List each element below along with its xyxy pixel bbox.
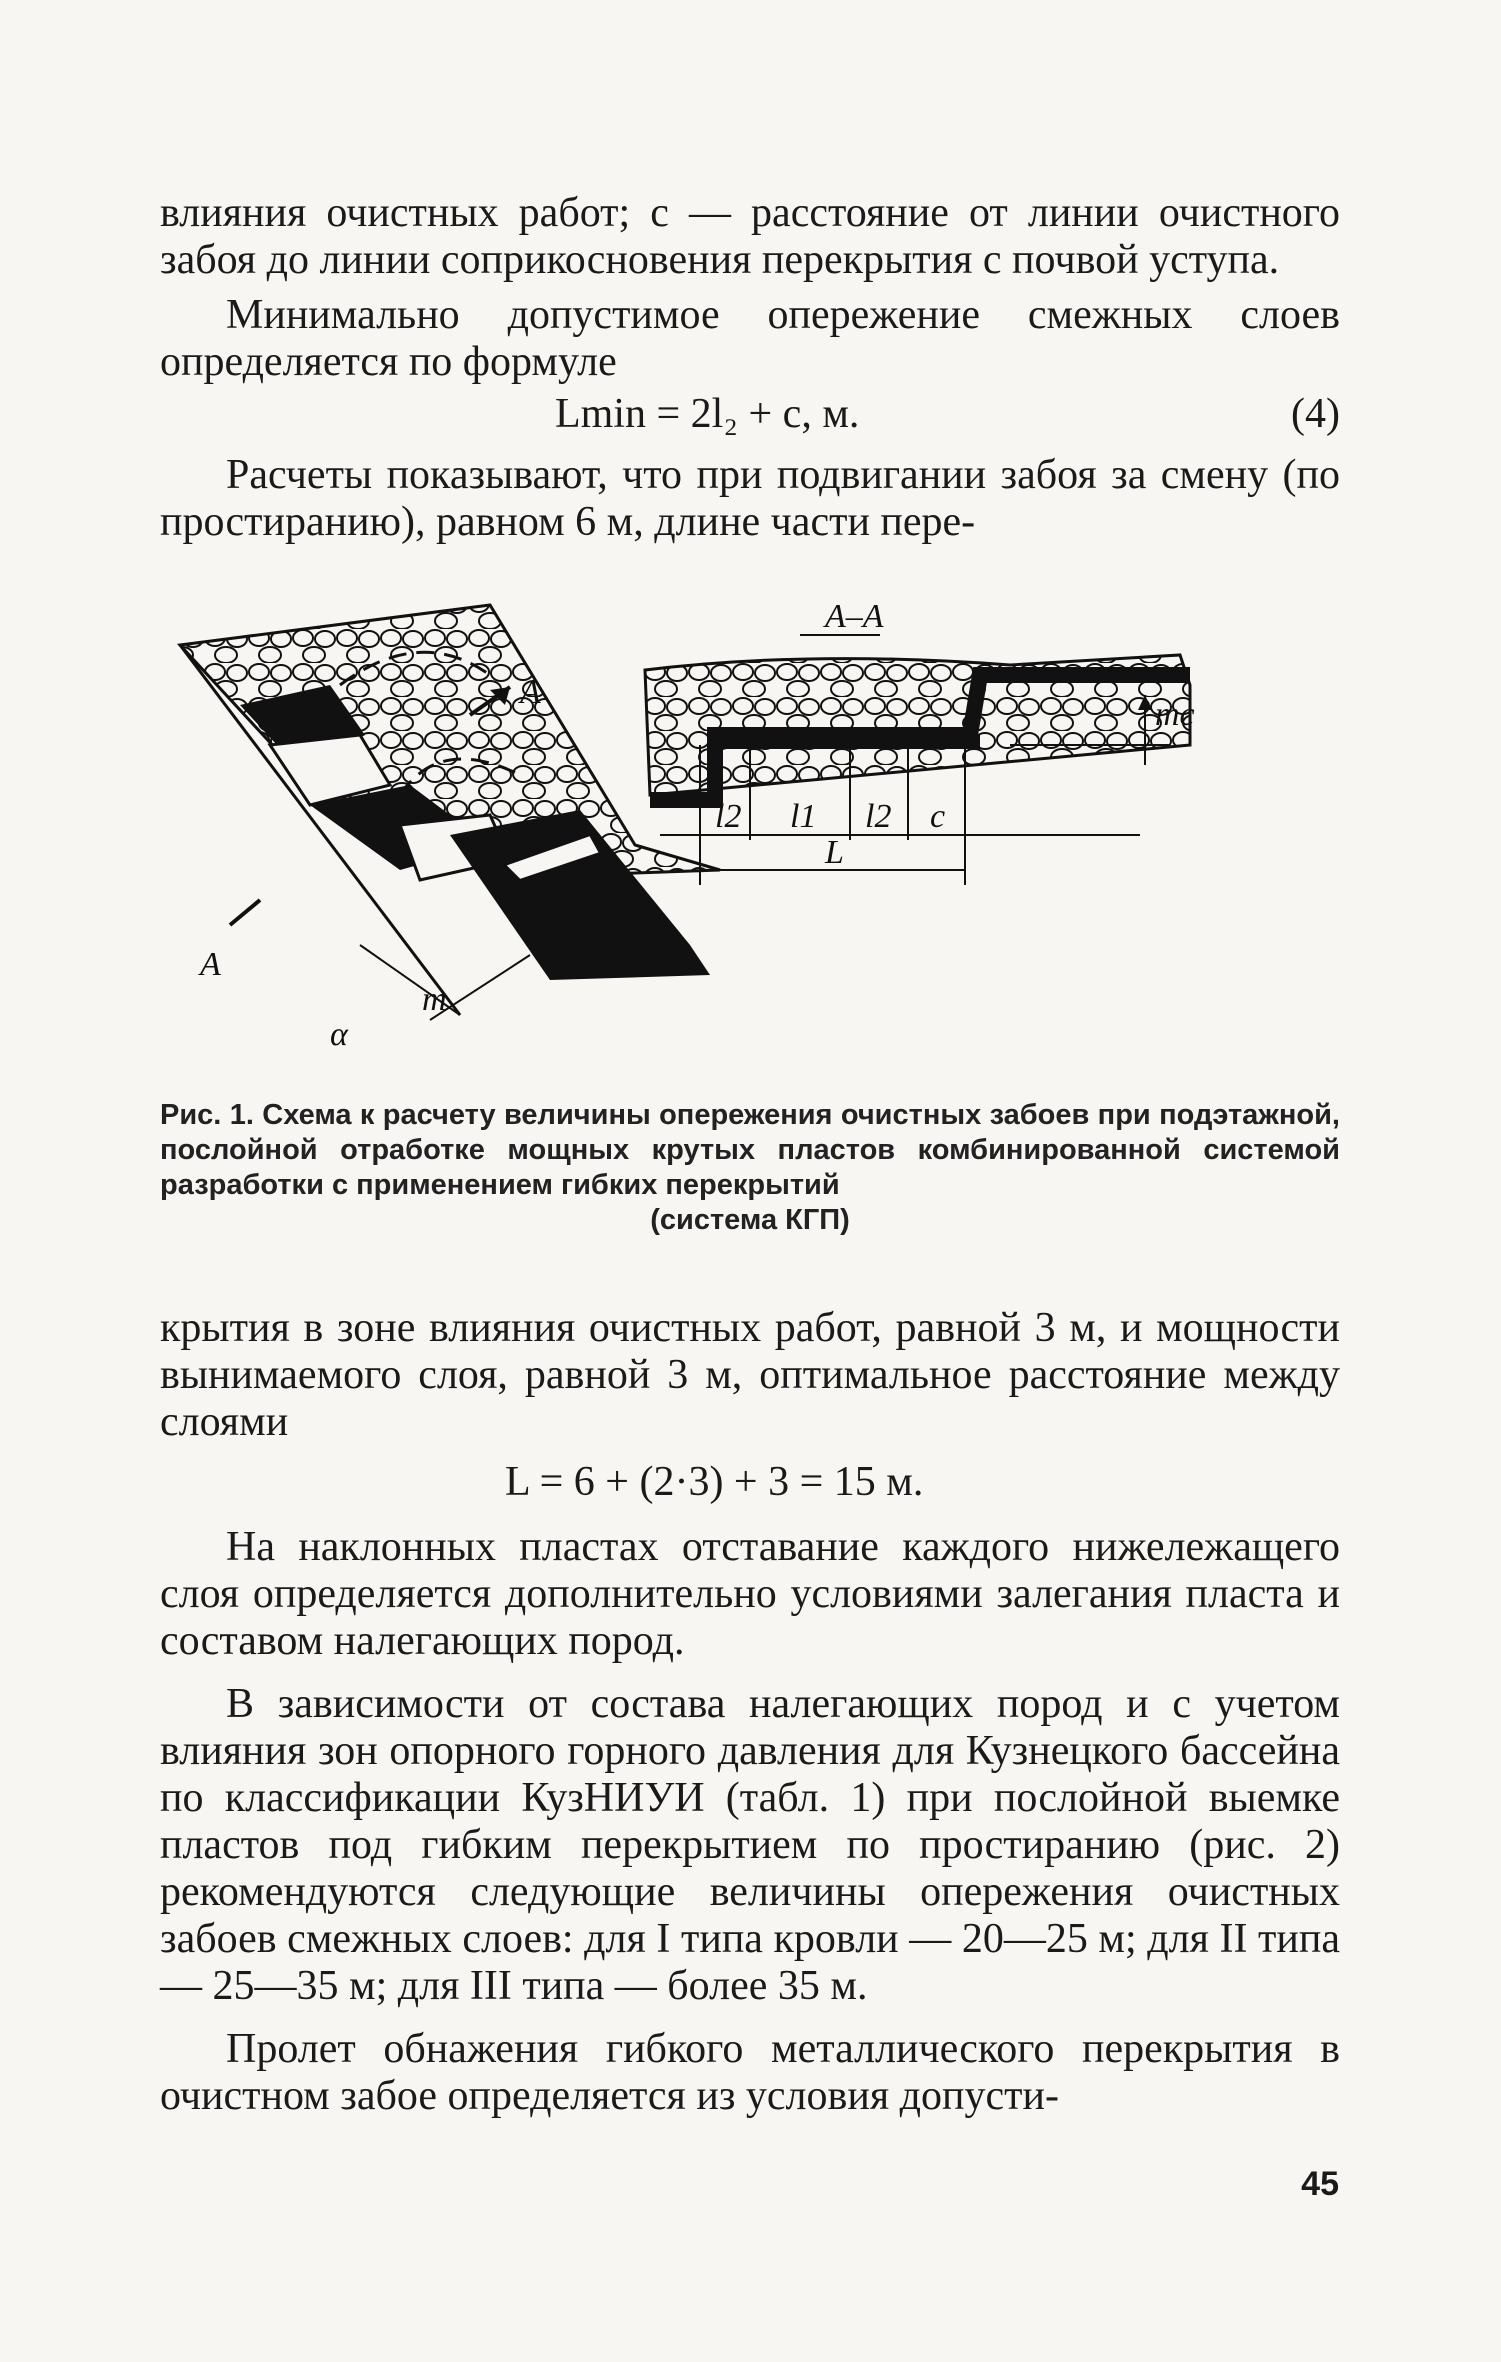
formula-L	[160, 1454, 1340, 1510]
caption-last-line: (система КГП)	[650, 1204, 850, 1236]
paragraph-1: влияния очистных работ; c — расстояние от линии очистного забоя до линии соприкосновения перекрытия с почвой уступа.	[160, 190, 1340, 283]
paragraph-3: Расчеты показывают, что при подвигании забоя за смену (по простиранию), равном 6 м, длине части пере-	[160, 452, 1340, 545]
bottom-text-block	[160, 1305, 1340, 2120]
formula-4	[160, 388, 1340, 440]
dimension-L: L	[825, 834, 844, 871]
paragraph-5: На наклонных пластах отставание каждого нижележащего слоя определяется дополнительно условиями залегания пласта и составом налегающих пород.	[160, 1524, 1340, 1664]
dimension-c: c	[930, 798, 946, 835]
formula-L-expression: L = 6 + (2·3) + 3 = 15 м.	[505, 1459, 924, 1505]
top-text-block	[160, 190, 1340, 546]
section-a-a-title: А–А	[825, 598, 884, 635]
dimension-l2-left: l2	[715, 798, 742, 835]
figure-caption	[160, 1098, 1340, 1238]
formula-4-number: (4)	[1291, 391, 1340, 437]
section-a-a-diagram	[645, 598, 1195, 885]
page-number: 45	[1301, 2165, 1339, 2203]
dimension-l2-right: l2	[865, 798, 892, 835]
paragraph-6: В зависимости от состава налегающих пород и с учетом влияния зон опорного горного давления для Кузнецкого бассейна по классификации КузНИУИ (табл. 1) при послойной выемке пластов под гибким перекрытием по простиранию (рис. 2) рекомендуются следующие величины опережения очистных забоев смежных слоев: для I типа кровли — 20—25 м; для II типа — 25—35 м; для III типа — более 35 м.	[160, 1681, 1340, 2009]
left-inclined-seam-diagram	[180, 605, 720, 1053]
paragraph-7: Пролет обнажения гибкого металлического перекрытия в очистном забое определяется из условия допусти-	[160, 2026, 1340, 2119]
caption-main: Рис. 1. Схема к расчету величины опережения очистных забоев при подэтажной, послойной отработке мощных крутых пластов комбинированной системой разработки с применением гибких перекрытий	[160, 1099, 1340, 1201]
paragraph-4: крытия в зоне влияния очистных работ, равной 3 м, и мощности вынимаемого слоя, равной 3 м, оптимальное расстояние между слоями	[160, 1305, 1340, 1445]
angle-alpha-label: α	[330, 1016, 348, 1053]
figure-1-diagram	[160, 595, 1340, 1065]
section-marker-upper: А	[520, 674, 541, 711]
formula-4-expression: Lmin = 2l₂ + c, м.	[555, 391, 860, 437]
dimension-l1: l1	[790, 798, 817, 835]
layer-thickness-label: mc	[1155, 696, 1195, 733]
seam-thickness-label: m	[422, 981, 447, 1018]
section-marker-lower: А	[200, 946, 221, 983]
paragraph-2: Минимально допустимое опережение смежных слоев определяется по формуле	[160, 292, 1340, 385]
